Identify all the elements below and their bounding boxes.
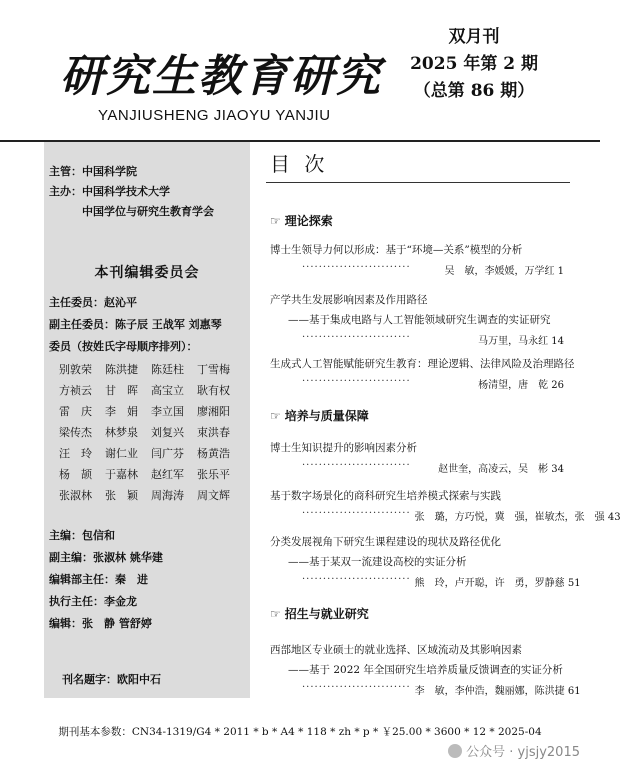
members-row bbox=[59, 358, 249, 379]
article-title[interactable]: 生成式人工智能赋能研究生教育：理论逻辑、法律风险及治理路径 bbox=[270, 358, 575, 370]
section-heading bbox=[270, 407, 369, 424]
member-name: 赵红军 bbox=[151, 467, 184, 481]
article-subtitle: ——基于 2022 年全国研究生培养质量反馈调查的实证分析 bbox=[288, 664, 563, 676]
leader-dots: ·························· bbox=[302, 376, 411, 387]
authors: 赵世奎，高凌云，吴 彬 34 bbox=[438, 464, 564, 475]
member-name: 周海涛 bbox=[151, 488, 184, 502]
authors: 熊 玲，卢开聪，许 勇，罗静慈 51 bbox=[414, 578, 581, 589]
editors: 编辑：张 静 管舒婷 bbox=[49, 617, 152, 630]
deputy-editor: 副主编：张淑林 姚华建 bbox=[49, 551, 163, 564]
table-of-contents bbox=[266, 142, 621, 698]
member-name: 高宝立 bbox=[151, 383, 184, 397]
member-name: 耿有权 bbox=[197, 383, 230, 397]
member-name: 张乐平 bbox=[197, 467, 230, 481]
chief-editor: 主编：包信和 bbox=[49, 529, 115, 542]
office-director: 编辑部主任：秦 进 bbox=[49, 573, 148, 586]
member-name: 李 娟 bbox=[105, 404, 138, 418]
article-title[interactable]: 产学共生发展影响因素及作用路径 bbox=[270, 294, 428, 306]
member-name: 梁传杰 bbox=[59, 425, 92, 439]
pointing-hand-icon: ☞ bbox=[270, 607, 281, 621]
members-grid bbox=[59, 358, 249, 505]
member-name: 方祯云 bbox=[59, 383, 92, 397]
section-heading bbox=[270, 605, 369, 622]
article-subtitle: ——基于某双一流建设高校的实证分析 bbox=[288, 556, 467, 568]
board-vice-chair: 副主任委员：陈子辰 王战军 刘惠琴 bbox=[49, 318, 222, 331]
members-row bbox=[59, 379, 249, 400]
wechat-icon bbox=[448, 744, 462, 758]
editorial-sidebar bbox=[44, 142, 250, 698]
member-name: 闫广芬 bbox=[151, 446, 184, 460]
board-chair: 主任委员：赵沁平 bbox=[49, 296, 137, 309]
masthead bbox=[0, 0, 600, 140]
authors: 吴 敏，李媛媛，万学红 1 bbox=[444, 266, 564, 277]
pointing-hand-icon: ☞ bbox=[270, 409, 281, 423]
authors: 杨清望，唐 乾 26 bbox=[478, 380, 564, 391]
article-subtitle: ——基于集成电路与人工智能领域研究生调查的实证研究 bbox=[288, 314, 551, 326]
journal-parameters: 期刊基本参数：CN34-1319/G4 * 2011 * b * A4 * 118 * zh * p * ￥25.00 * 3600 * 12 * 2025-04 bbox=[58, 726, 542, 738]
member-name: 陈洪捷 bbox=[105, 362, 138, 376]
member-name: 陈廷柱 bbox=[151, 362, 184, 376]
member-name: 雷 庆 bbox=[59, 404, 92, 418]
article-title[interactable]: 博士生知识提升的影响因素分析 bbox=[270, 442, 417, 454]
article-title[interactable]: 博士生领导力何以形成：基于“环境—关系”模型的分析 bbox=[270, 244, 523, 256]
section-heading bbox=[270, 212, 333, 229]
authors: 李 敏，李仲浩，魏丽娜，陈洪捷 61 bbox=[414, 686, 581, 697]
board-title: 本刊编辑委员会 bbox=[94, 265, 200, 281]
calligraphy-credit: 刊名题字：欧阳中石 bbox=[62, 673, 161, 686]
members-row bbox=[59, 484, 249, 505]
article-authors-page bbox=[302, 508, 621, 523]
leader-dots: ·························· bbox=[302, 682, 411, 693]
member-name: 张 颖 bbox=[105, 488, 138, 502]
leader-dots: ·························· bbox=[302, 262, 411, 273]
total-issue: （总第 86 期） bbox=[413, 81, 535, 101]
member-name: 刘复兴 bbox=[151, 425, 184, 439]
frequency: 双月刊 bbox=[448, 27, 500, 47]
executive-director: 执行主任：李金龙 bbox=[49, 595, 137, 608]
article-authors-page bbox=[302, 574, 581, 589]
authors: 张 璐，方巧悦，冀 强，崔敏杰，张 强 43 bbox=[414, 512, 621, 523]
article-authors-page bbox=[302, 262, 564, 277]
member-name: 束洪春 bbox=[197, 425, 230, 439]
issue-info bbox=[410, 24, 538, 105]
journal-pinyin: YANJIUSHENG JIAOYU YANJIU bbox=[98, 107, 331, 124]
members-label: 委员（按姓氏字母顺序排列）： bbox=[49, 340, 198, 353]
leader-dots: ·························· bbox=[302, 508, 411, 519]
article-authors-page bbox=[302, 376, 564, 391]
toc-heading: 目 次 bbox=[270, 152, 329, 176]
member-name: 廖湘阳 bbox=[197, 404, 230, 418]
watermark-text: 公众号 · yjsjy2015 bbox=[466, 745, 580, 760]
toc-rule bbox=[266, 182, 570, 183]
leader-dots: ·························· bbox=[302, 460, 411, 471]
member-name: 谢仁业 bbox=[105, 446, 138, 460]
members-row bbox=[59, 421, 249, 442]
issue-number: 2025 年第 2 期 bbox=[410, 54, 538, 74]
leader-dots: ·························· bbox=[302, 574, 411, 585]
members-row bbox=[59, 400, 249, 421]
member-name: 于嘉林 bbox=[105, 467, 138, 481]
member-name: 杨黄浩 bbox=[197, 446, 230, 460]
journal-title: 研究生教育研究 bbox=[60, 51, 382, 102]
article-authors-page bbox=[302, 332, 564, 347]
member-name: 张淑林 bbox=[59, 488, 92, 502]
section-title: 招生与就业研究 bbox=[284, 607, 369, 621]
member-name: 别敦荣 bbox=[59, 362, 92, 376]
member-name: 林梦泉 bbox=[105, 425, 138, 439]
article-title[interactable]: 基于数字场景化的商科研究生培养模式探索与实践 bbox=[270, 490, 501, 502]
members-row bbox=[59, 463, 249, 484]
member-name: 杨 颉 bbox=[59, 467, 92, 481]
member-name: 丁雪梅 bbox=[197, 362, 230, 376]
pointing-hand-icon: ☞ bbox=[270, 214, 281, 228]
leader-dots: ·························· bbox=[302, 332, 411, 343]
member-name: 李立国 bbox=[151, 404, 184, 418]
member-name: 甘 晖 bbox=[105, 383, 138, 397]
watermark bbox=[448, 741, 580, 760]
authors: 马万里，马永红 14 bbox=[478, 336, 564, 347]
article-title[interactable]: 西部地区专业硕士的就业选择、区域流动及其影响因素 bbox=[270, 644, 522, 656]
section-title: 理论探索 bbox=[284, 214, 333, 228]
supervisor: 主管：中国科学院 bbox=[49, 165, 137, 178]
sponsor: 主办：中国科学技术大学 bbox=[49, 185, 170, 198]
co-sponsor: 中国学位与研究生教育学会 bbox=[82, 205, 214, 218]
section-title: 培养与质量保障 bbox=[284, 409, 369, 423]
member-name: 周文辉 bbox=[197, 488, 230, 502]
article-title[interactable]: 分类发展视角下研究生课程建设的现状及路径优化 bbox=[270, 536, 501, 548]
article-authors-page bbox=[302, 682, 581, 697]
article-authors-page bbox=[302, 460, 564, 475]
member-name: 汪 玲 bbox=[59, 446, 92, 460]
members-row bbox=[59, 442, 249, 463]
